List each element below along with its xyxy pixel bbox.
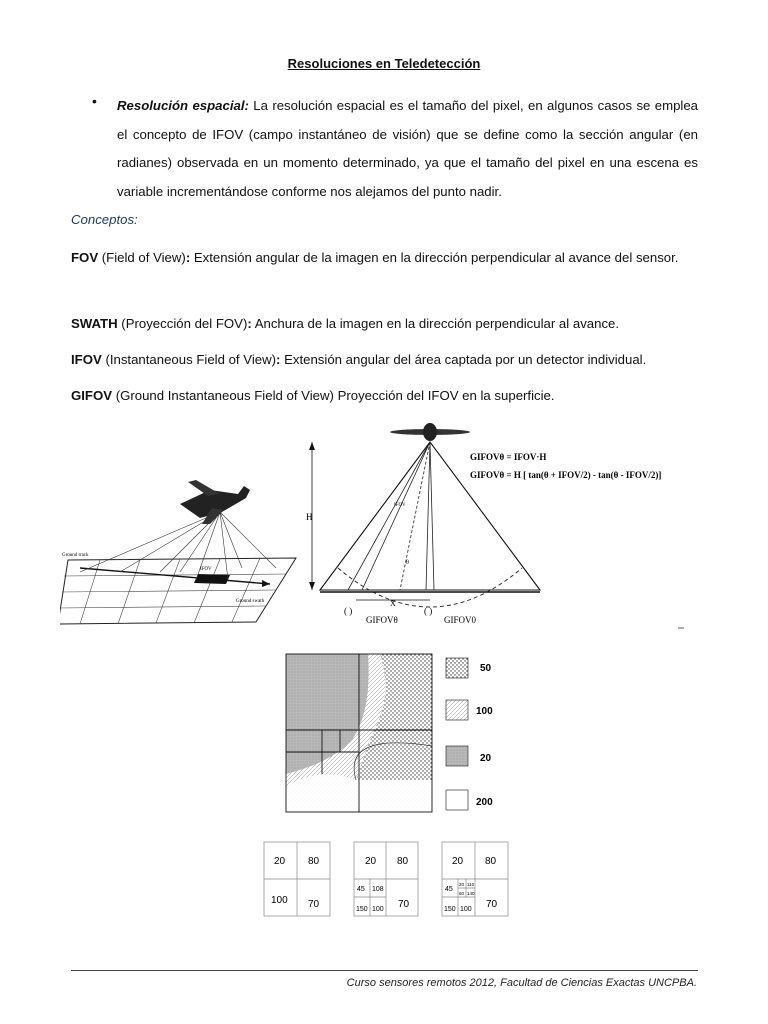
grid3-tl: 20: [452, 856, 464, 867]
gifov-theta-label: GIFOVθ: [366, 615, 398, 625]
term-paren: (Field of View): [98, 250, 186, 265]
bullet-icon: •: [92, 93, 97, 109]
legend-label-50: 50: [480, 663, 492, 674]
airplane-top-icon: [390, 423, 470, 441]
legend-label-20: 20: [480, 753, 492, 764]
grid2-sub1: 45: [357, 886, 365, 893]
definition-ifov: [71, 346, 698, 375]
pixel-footprint: [194, 574, 230, 584]
term-paren: (Ground Instantaneous Field of View): [112, 388, 334, 403]
x-label: X: [390, 599, 396, 608]
grid2-sub4: 100: [372, 906, 384, 913]
footer-divider: [71, 970, 698, 971]
term-colon: :: [185, 250, 191, 265]
arrow-down-icon: [309, 582, 315, 590]
dashed-arc: [338, 568, 522, 607]
term-colon: :: [247, 316, 252, 331]
term-colon: :: [276, 352, 281, 367]
definition-text: Proyección del IFOV en la superficie.: [333, 388, 555, 403]
bracket-right: ( ): [424, 606, 433, 616]
legend-swatch-hatch: [446, 700, 468, 720]
grid3-sub4: 100: [460, 906, 472, 913]
grid2-tl: 20: [365, 856, 377, 867]
arrow-head-icon: [262, 580, 270, 587]
theta-label: θ: [406, 560, 409, 566]
definition-text: Extensión angular de la imagen en la dirección perpendicular al avance del sensor.: [190, 250, 679, 265]
definition-text: Extensión angular del área captada por un detector individual.: [280, 352, 647, 367]
airplane-icon: [180, 480, 250, 524]
definition-text: Anchura de la imagen en la dirección perpendicular al avance.: [251, 316, 620, 331]
grid3-sub1: 45: [445, 886, 453, 893]
arrow-up-icon: [309, 442, 315, 450]
ground-track-label: Ground track: [62, 553, 89, 558]
formula-1: GIFOVθ = IFOV·H: [470, 452, 547, 462]
grid3-sub3: 150: [444, 906, 456, 913]
page-footer: Curso sensores remotos 2012, Facultad de Ciencias Exactas UNCPBA.: [346, 977, 697, 989]
grid-3: [442, 842, 508, 916]
term: GIFOV: [71, 388, 113, 403]
bullet-body: La resolución espacial es el tamaño del pixel, en algunos casos se emplea el concepto de IFOV (campo instantáneo de visión) que se define como la sección angular (en radianes) observada en un momento determinado, ya que el tamaño del pixel en una escena es variable incrementándose conforme nos alejamos del punto nadir.: [117, 98, 698, 199]
height-label: H: [306, 512, 313, 522]
bullet-text: [117, 92, 698, 206]
grid3-tiny4: 140: [467, 891, 475, 896]
definition-fov: [71, 244, 698, 273]
pixel-grids: [262, 840, 512, 920]
legend-swatch-dots: [446, 658, 468, 678]
grid3-tiny3: 60: [459, 891, 465, 896]
grid2-tr: 80: [397, 856, 409, 867]
grid3-tiny2: 110: [467, 882, 475, 887]
ground-track-arrow: [80, 568, 270, 584]
term: FOV: [71, 250, 99, 265]
grid1-bl: 100: [271, 895, 288, 906]
legend-swatch-blank: [446, 790, 468, 810]
gifov-geometry-figure: [300, 420, 700, 636]
legend-label-100: 100: [476, 706, 493, 717]
ifov-label: IFOV: [200, 567, 212, 572]
ground-grid: [60, 558, 286, 624]
conceptos-heading: Conceptos:: [71, 212, 138, 227]
grid1-br: 70: [308, 899, 320, 910]
ground-swath-label: Ground swath: [236, 599, 265, 604]
grid2-sub3: 150: [356, 906, 368, 913]
ground-track-figure: [60, 472, 308, 634]
definition-gifov: [71, 382, 698, 411]
bullet-lead: Resolución espacial:: [117, 98, 249, 113]
grid2-br: 70: [398, 899, 410, 910]
page-title: Resoluciones en Teledetección: [287, 56, 481, 71]
definition-swath: [71, 310, 698, 339]
ifov-rays: [348, 442, 434, 590]
grid1-tr: 80: [308, 856, 320, 867]
gifov-zero-label: GIFOV0: [444, 615, 477, 625]
grid2-sub2: 108: [372, 886, 384, 893]
term-paren: (Instantaneous Field of View): [101, 352, 277, 367]
term-paren: (Proyección del FOV): [117, 316, 248, 331]
grid3-br: 70: [486, 899, 498, 910]
bracket-left: ( ): [344, 606, 353, 616]
legend-swatch-gray: [446, 746, 468, 766]
grid1-tl: 20: [274, 856, 286, 867]
term: SWATH: [71, 316, 118, 331]
legend-label-200: 200: [476, 797, 493, 808]
term: IFOV: [71, 352, 102, 367]
ifov-label: IFOV: [394, 503, 406, 508]
grid3-tr: 80: [485, 856, 497, 867]
land-cover-map: [282, 650, 512, 822]
formula-2: GIFOVθ = H [ tan(θ + IFOV/2) - tan(θ - IFOV/2)]: [470, 470, 662, 480]
fov-triangle: [320, 442, 540, 590]
grid3-tiny1: 20: [459, 882, 465, 887]
